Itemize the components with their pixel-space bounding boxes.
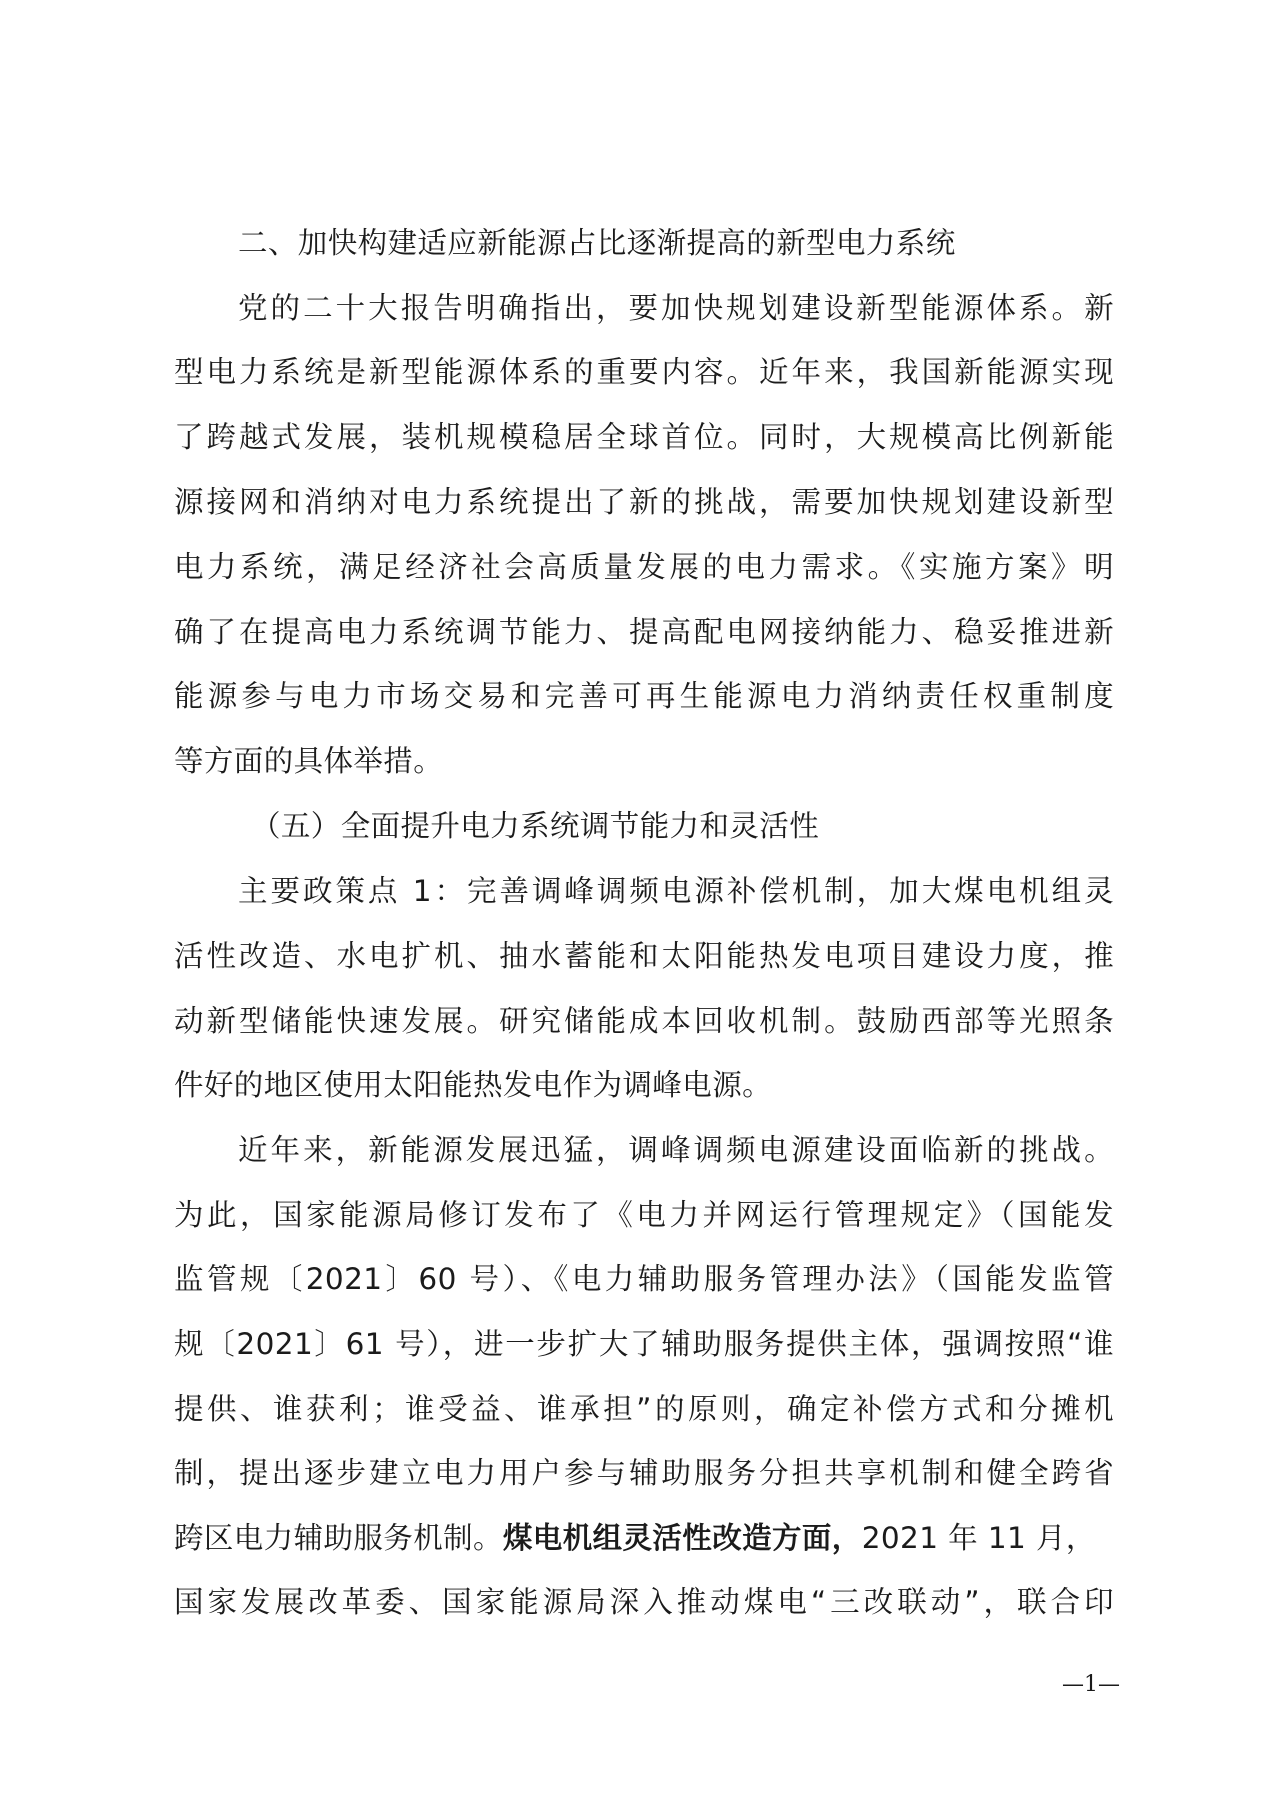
section-heading: 二、加快构建适应新能源占比逐渐提高的新型电力系统	[238, 226, 956, 260]
date-text: 2021 年 11 月，	[861, 1521, 1096, 1555]
subsection-heading: （五）全面提升电力系统调节能力和灵活性	[251, 809, 820, 843]
paragraph-line: 电力系统，满足经济社会高质量发展的电力需求。《实施方案》明	[174, 550, 1114, 584]
policy-point-line: 件好的地区使用太阳能热发电作为调峰电源。	[174, 1068, 773, 1102]
page-number: —1—	[1062, 1672, 1120, 1697]
paragraph-line: 等方面的具体举措。	[174, 744, 444, 778]
paragraph-line: 党的二十大报告明确指出，要加快规划建设新型能源体系。新	[238, 291, 1114, 325]
paragraph-line: 制，提出逐步建立电力用户参与辅助服务分担共享机制和健全跨省	[174, 1456, 1114, 1490]
paragraph-line: 型电力系统是新型能源体系的重要内容。近年来，我国新能源实现	[174, 355, 1114, 389]
paragraph-line: 规〔2021〕61 号），进一步扩大了辅助服务提供主体，强调按照“谁	[174, 1327, 1114, 1361]
paragraph-line: 确了在提高电力系统调节能力、提高配电网接纳能力、稳妥推进新	[174, 615, 1114, 649]
bold-emphasis: 煤电机组灵活性改造方面，	[502, 1521, 862, 1555]
paragraph-line: 能源参与电力市场交易和完善可再生能源电力消纳责任权重制度	[174, 679, 1114, 713]
paragraph-line: 为此，国家能源局修订发布了《电力并网运行管理规定》（国能发	[174, 1198, 1114, 1232]
policy-point-line: 活性改造、水电扩机、抽水蓄能和太阳能热发电项目建设力度，推	[174, 939, 1114, 973]
paragraph-line: 近年来，新能源发展迅猛，调峰调频电源建设面临新的挑战。	[238, 1133, 1114, 1167]
plain-text: 跨区电力辅助服务机制。	[174, 1521, 503, 1555]
policy-point-line: 动新型储能快速发展。研究储能成本回收机制。鼓励西部等光照条	[174, 1004, 1114, 1038]
policy-point-line: 主要政策点 1：完善调峰调频电源补偿机制，加大煤电机组灵	[238, 874, 1114, 908]
paragraph-line: 提供、谁获利；谁受益、谁承担”的原则，确定补偿方式和分摊机	[174, 1392, 1114, 1426]
paragraph-line: 监管规〔2021〕60 号）、《电力辅助服务管理办法》（国能发监管	[174, 1262, 1114, 1296]
paragraph-line: 源接网和消纳对电力系统提出了新的挑战，需要加快规划建设新型	[174, 485, 1114, 519]
paragraph-line: 国家发展改革委、国家能源局深入推动煤电“三改联动”，联合印	[174, 1585, 1114, 1619]
paragraph-line: 了跨越式发展，装机规模稳居全球首位。同时，大规模高比例新能	[174, 420, 1114, 454]
paragraph-line-mixed	[174, 1506, 1114, 1570]
